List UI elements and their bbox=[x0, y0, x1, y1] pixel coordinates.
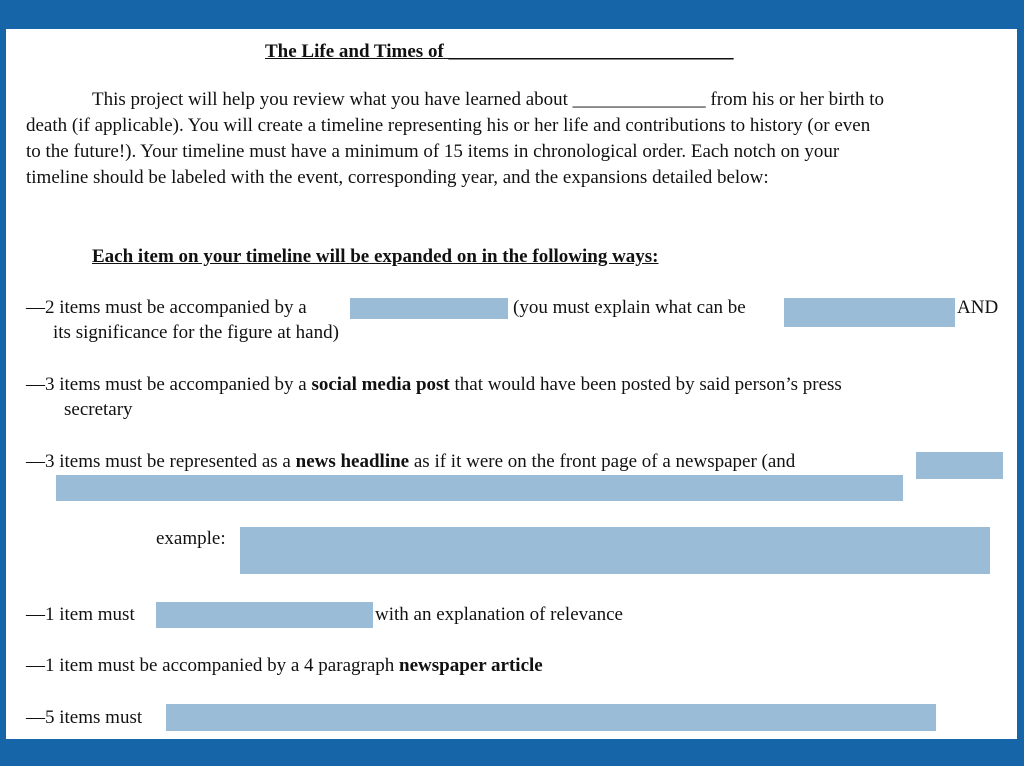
example-label: example: bbox=[156, 528, 226, 549]
item-1-line-1: —2 items must be accompanied by a bbox=[26, 297, 307, 318]
item-1-text-c: AND bbox=[957, 297, 999, 318]
section-heading: Each item on your timeline will be expanded on in the following ways: bbox=[92, 246, 659, 267]
redaction-box bbox=[240, 527, 990, 574]
item-3-line-1: —3 items must be represented as a news headline as if it were on the front page of a newspaper (and bbox=[26, 451, 796, 472]
redaction-box bbox=[166, 704, 936, 731]
document-page bbox=[6, 29, 1017, 739]
item-4-text-b: with an explanation of relevance bbox=[375, 604, 623, 625]
redaction-box bbox=[916, 452, 1003, 479]
intro-line-3: to the future!). Your timeline must have a minimum of 15 items in chronological order. Each notch on your bbox=[26, 141, 840, 162]
redaction-box bbox=[784, 298, 955, 327]
item-1-text-b: (you must explain what can be bbox=[513, 297, 746, 318]
redaction-box bbox=[56, 475, 903, 501]
intro-line-1: This project will help you review what you have learned about ______________ from his or her birth to bbox=[92, 89, 885, 110]
item-6-text-a: —5 items must bbox=[26, 707, 143, 728]
intro-line-2: death (if applicable). You will create a timeline representing his or her life and contributions to history (or even bbox=[26, 115, 871, 136]
document-title: The Life and Times of ______________________________ bbox=[265, 41, 734, 62]
redaction-box bbox=[156, 602, 373, 628]
item-2-line-1: —3 items must be accompanied by a social media post that would have been posted by said person’s press bbox=[26, 374, 842, 395]
intro-line-4: timeline should be labeled with the event, corresponding year, and the expansions detailed below: bbox=[26, 167, 769, 188]
item-2-line-2: secretary bbox=[64, 399, 133, 420]
redaction-box bbox=[350, 298, 508, 319]
item-1-line-2: its significance for the figure at hand) bbox=[53, 322, 339, 343]
item-5-line: —1 item must be accompanied by a 4 paragraph newspaper article bbox=[26, 655, 543, 676]
item-4-text-a: —1 item must bbox=[26, 604, 135, 625]
